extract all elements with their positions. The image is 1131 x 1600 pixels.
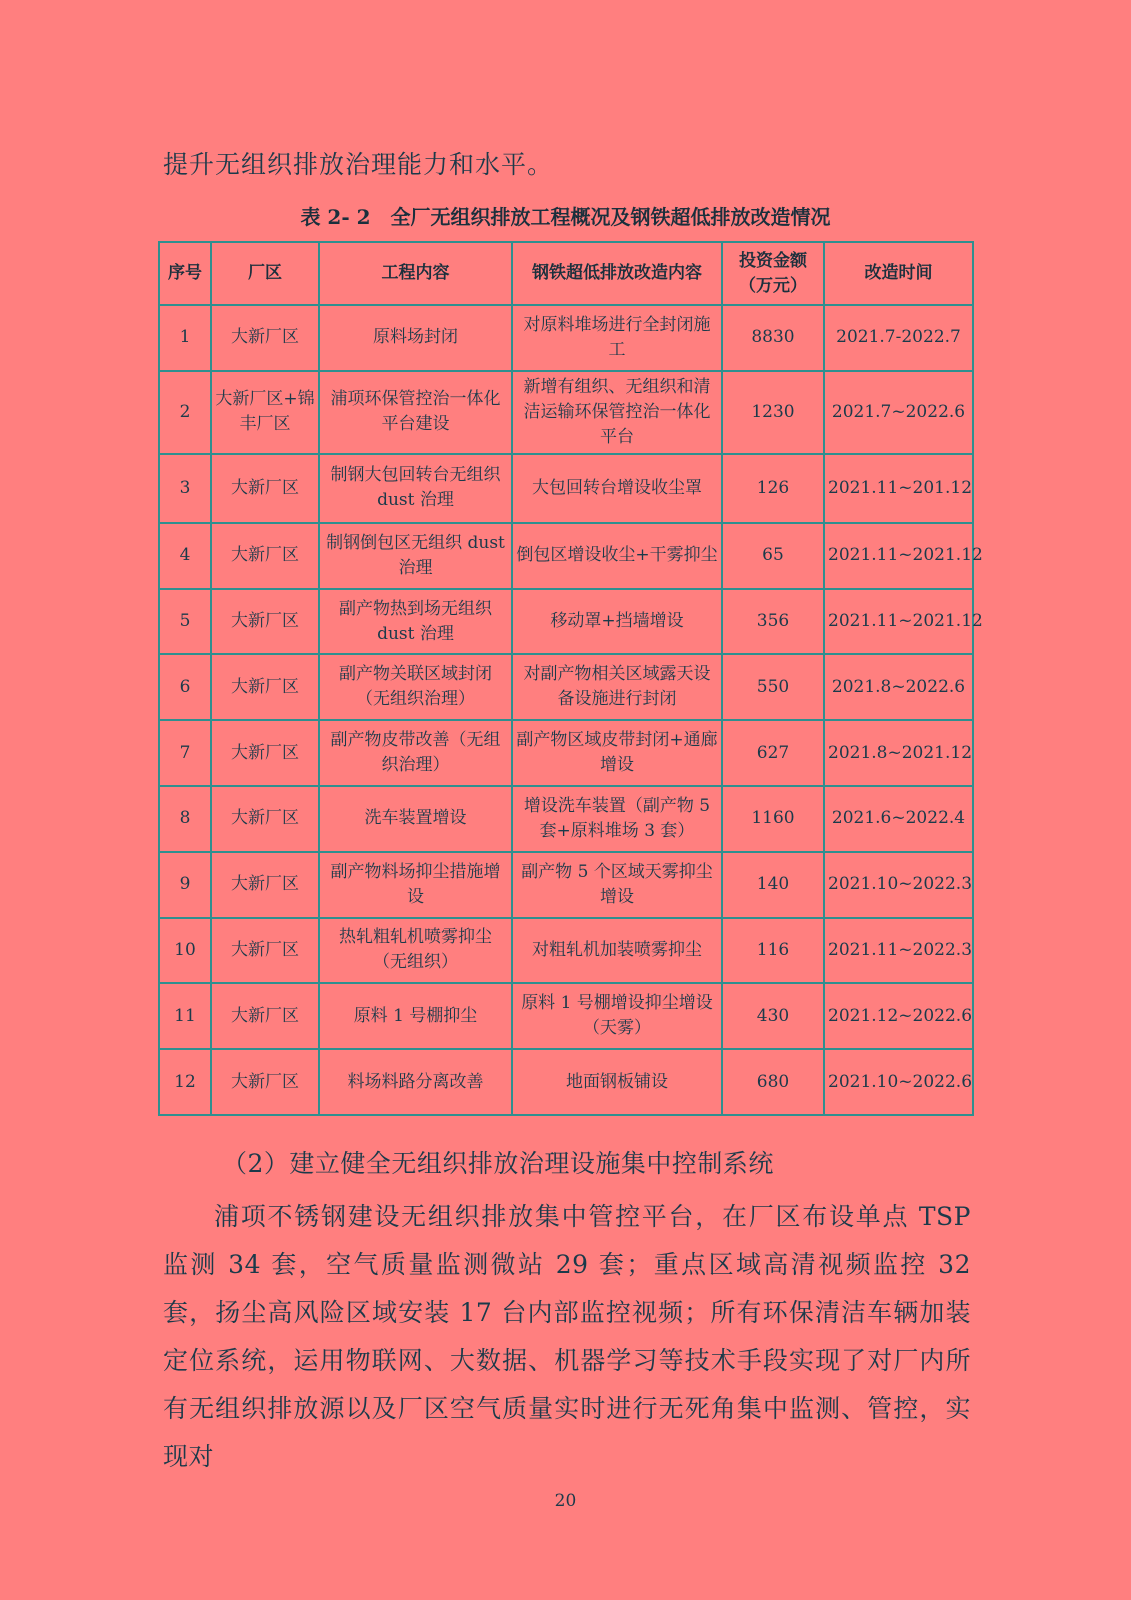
cell-plant: 大新厂区 — [211, 523, 319, 589]
cell-investment: 550 — [722, 654, 824, 720]
cell-retrofit: 原料 1 号棚增设抑尘增设（天雾） — [512, 983, 722, 1049]
cell-index: 12 — [159, 1049, 211, 1115]
cell-project: 原料 1 号棚抑尘 — [319, 983, 512, 1049]
cell-investment: 680 — [722, 1049, 824, 1115]
cell-investment: 116 — [722, 918, 824, 984]
cell-plant: 大新厂区 — [211, 589, 319, 655]
cell-time: 2021.11~2021.12 — [824, 523, 973, 589]
cell-time: 2021.12~2022.6 — [824, 983, 973, 1049]
table-row — [159, 1049, 973, 1115]
table-row — [159, 852, 973, 918]
body-paragraph: 浦项不锈钢建设无组织排放集中管控平台，在厂区布设单点 TSP 监测 34 套，空气质量监测微站 29 套；重点区域高清视频监控 32 套，扬尘高风险区域安装 17 台内部监控视频；所有环保清洁车辆加装定位系统，运用物联网、大数据、机器学习等技术手段实现了对厂内所有无组织排放源以及厂区空气质量实时进行无死角集中监测、管控，实现对 — [163, 1202, 971, 1471]
header-plant: 厂区 — [211, 242, 319, 305]
cell-project: 副产物关联区域封闭（无组织治理） — [319, 654, 512, 720]
cell-index: 9 — [159, 852, 211, 918]
cell-time: 2021.11~2022.3 — [824, 918, 973, 984]
header-investment: 投资金额（万元） — [722, 242, 824, 305]
cell-index: 6 — [159, 654, 211, 720]
cell-retrofit: 移动罩+挡墙增设 — [512, 589, 722, 655]
cell-retrofit: 副产物区域皮带封闭+通廊增设 — [512, 720, 722, 786]
cell-investment: 1230 — [722, 371, 824, 454]
cell-retrofit: 倒包区增设收尘+干雾抑尘 — [512, 523, 722, 589]
cell-plant: 大新厂区 — [211, 654, 319, 720]
cell-project: 制钢大包回转台无组织 dust 治理 — [319, 454, 512, 523]
cell-index: 8 — [159, 786, 211, 852]
table-row — [159, 720, 973, 786]
cell-index: 1 — [159, 305, 211, 371]
cell-time: 2021.8~2021.12 — [824, 720, 973, 786]
cell-retrofit: 对原料堆场进行全封闭施工 — [512, 305, 722, 371]
cell-index: 7 — [159, 720, 211, 786]
cell-project: 洗车装置增设 — [319, 786, 512, 852]
header-index: 序号 — [159, 242, 211, 305]
cell-plant: 大新厂区+锦丰厂区 — [211, 371, 319, 454]
header-project: 工程内容 — [319, 242, 512, 305]
header-retrofit: 钢铁超低排放改造内容 — [512, 242, 722, 305]
cell-time: 2021.11~2021.12 — [824, 589, 973, 655]
cell-project: 浦项环保管控治一体化平台建设 — [319, 371, 512, 454]
section-heading: （2）建立健全无组织排放治理设施集中控制系统 — [222, 1149, 774, 1178]
cell-plant: 大新厂区 — [211, 983, 319, 1049]
cell-plant: 大新厂区 — [211, 1049, 319, 1115]
cell-time: 2021.10~2022.6 — [824, 1049, 973, 1115]
table-header-row — [159, 242, 973, 305]
cell-plant: 大新厂区 — [211, 852, 319, 918]
cell-time: 2021.11~201.12 — [824, 454, 973, 523]
table-row — [159, 654, 973, 720]
cell-project: 副产物料场抑尘措施增设 — [319, 852, 512, 918]
table-row — [159, 371, 973, 454]
cell-index: 2 — [159, 371, 211, 454]
cell-retrofit: 增设洗车装置（副产物 5 套+原料堆场 3 套） — [512, 786, 722, 852]
cell-investment: 8830 — [722, 305, 824, 371]
cell-retrofit: 新增有组织、无组织和清洁运输环保管控治一体化平台 — [512, 371, 722, 454]
cell-project: 原料场封闭 — [319, 305, 512, 371]
cell-retrofit: 地面钢板铺设 — [512, 1049, 722, 1115]
cell-project: 料场料路分离改善 — [319, 1049, 512, 1115]
cell-project: 副产物皮带改善（无组织治理） — [319, 720, 512, 786]
cell-investment: 1160 — [722, 786, 824, 852]
cell-index: 10 — [159, 918, 211, 984]
cell-index: 5 — [159, 589, 211, 655]
cell-retrofit: 大包回转台增设收尘罩 — [512, 454, 722, 523]
cell-investment: 140 — [722, 852, 824, 918]
cell-plant: 大新厂区 — [211, 720, 319, 786]
table-row — [159, 589, 973, 655]
table-row — [159, 454, 973, 523]
cell-retrofit: 对粗轧机加装喷雾抑尘 — [512, 918, 722, 984]
table-row — [159, 918, 973, 984]
intro-line: 提升无组织排放治理能力和水平。 — [163, 150, 554, 179]
cell-index: 3 — [159, 454, 211, 523]
header-time: 改造时间 — [824, 242, 973, 305]
cell-index: 11 — [159, 983, 211, 1049]
cell-project: 副产物热到场无组织 dust 治理 — [319, 589, 512, 655]
cell-time: 2021.8~2022.6 — [824, 654, 973, 720]
cell-plant: 大新厂区 — [211, 305, 319, 371]
table-title: 表 2- 2 全厂无组织排放工程概况及钢铁超低排放改造情况 — [300, 205, 831, 229]
cell-investment: 126 — [722, 454, 824, 523]
cell-retrofit: 对副产物相关区域露天设备设施进行封闭 — [512, 654, 722, 720]
cell-index: 4 — [159, 523, 211, 589]
cell-time: 2021.10~2022.3 — [824, 852, 973, 918]
cell-retrofit: 副产物 5 个区域天雾抑尘增设 — [512, 852, 722, 918]
cell-investment: 627 — [722, 720, 824, 786]
cell-plant: 大新厂区 — [211, 454, 319, 523]
table-row — [159, 983, 973, 1049]
cell-plant: 大新厂区 — [211, 918, 319, 984]
table-row — [159, 305, 973, 371]
page-number: 20 — [554, 1491, 577, 1511]
cell-time: 2021.7~2022.6 — [824, 371, 973, 454]
cell-time: 2021.6~2022.4 — [824, 786, 973, 852]
table-row — [159, 786, 973, 852]
table-row — [159, 523, 973, 589]
cell-project: 热轧粗轧机喷雾抑尘（无组织） — [319, 918, 512, 984]
project-table — [158, 241, 983, 1116]
cell-plant: 大新厂区 — [211, 786, 319, 852]
cell-investment: 65 — [722, 523, 824, 589]
cell-time: 2021.7-2022.7 — [824, 305, 973, 371]
cell-investment: 430 — [722, 983, 824, 1049]
cell-project: 制钢倒包区无组织 dust 治理 — [319, 523, 512, 589]
cell-investment: 356 — [722, 589, 824, 655]
